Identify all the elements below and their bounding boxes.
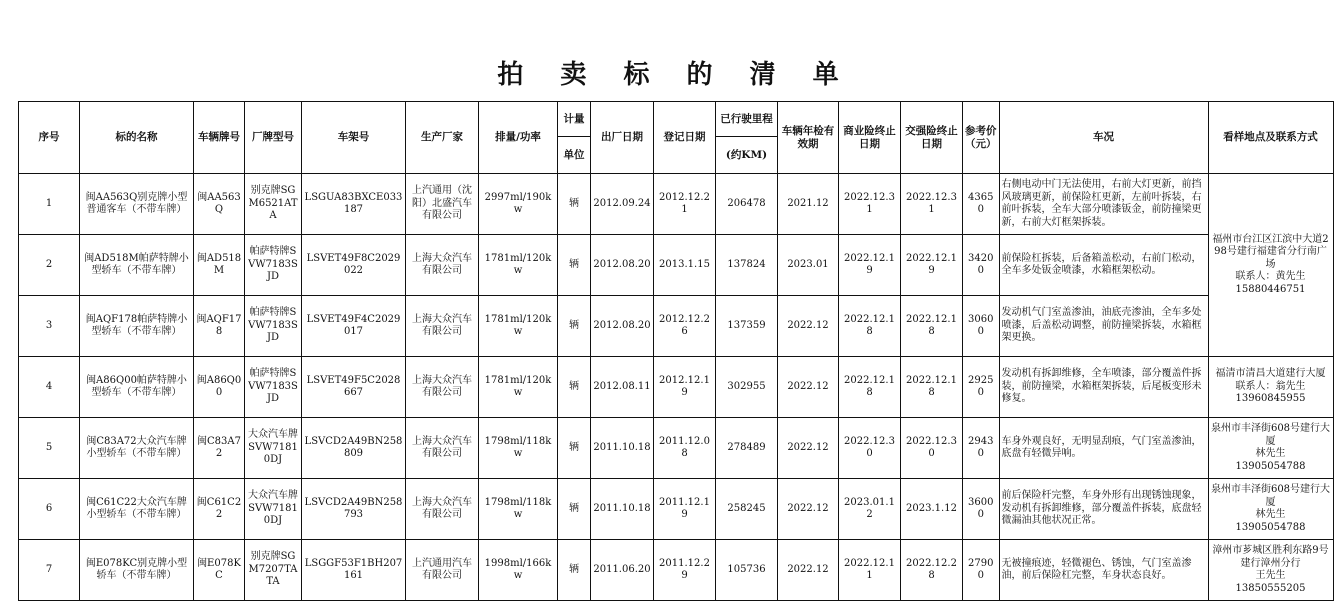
model-cell: 帕萨特牌SVW7183SJD xyxy=(245,235,302,296)
contact-person: 王先生 xyxy=(1255,570,1286,581)
maker-cell: 上汽通用（沈阳）北盛汽车有限公司 xyxy=(406,174,479,235)
factory-date-cell: 2011.10.18 xyxy=(591,418,654,479)
vin-cell: LSVCD2A49BN258793 xyxy=(302,479,406,540)
condition-cell: 前保险杠拆装，后备箱盖松动，右前门松动，全车多处钣金喷漆，水箱框架松动。 xyxy=(999,235,1208,296)
maker-cell: 上海大众汽车有限公司 xyxy=(406,357,479,418)
inspection-cell: 2022.12 xyxy=(778,296,839,357)
compulsory-ins-cell: 2023.1.12 xyxy=(901,479,963,540)
mileage-cell: 137359 xyxy=(716,296,778,357)
seq-cell: 4 xyxy=(19,357,80,418)
condition-cell: 发动机气门室盖渗油，油底壳渗油，全车多处喷漆，后盖松动调整，前防撞梁拆装，水箱框架更换。 xyxy=(999,296,1208,357)
auction-list-table xyxy=(18,101,1334,601)
header-name: 标的名称 xyxy=(80,102,194,174)
reg-date-cell: 2012.12.21 xyxy=(654,174,716,235)
plate-cell: 闽E078KC xyxy=(194,540,245,601)
mileage-cell: 258245 xyxy=(716,479,778,540)
contact-address: 福清市清昌大道建行大厦 xyxy=(1215,368,1326,380)
maker-cell: 上海大众汽车有限公司 xyxy=(406,479,479,540)
compulsory-ins-cell: 2022.12.18 xyxy=(901,357,963,418)
name-cell: 闽E078KC别克牌小型轿车（不带车牌） xyxy=(80,540,194,601)
name-cell: 闽C61C22大众汽车牌小型轿车（不带车牌） xyxy=(80,479,194,540)
contact-person: 联系人：黄先生 xyxy=(1235,271,1306,283)
contact-address: 福州市台江区江滨中大道298号建行福建省分行南广场 xyxy=(1212,233,1329,270)
model-cell: 帕萨特牌SVW7183SJD xyxy=(245,357,302,418)
ref-price-cell: 36000 xyxy=(963,479,1000,540)
inspection-cell: 2022.12 xyxy=(778,357,839,418)
commercial-ins-cell: 2022.12.11 xyxy=(839,540,901,601)
displacement-cell: 1998ml/166kw xyxy=(479,540,558,601)
header-plate: 车辆牌号 xyxy=(194,102,245,174)
model-cell: 别克牌SGM7207TATA xyxy=(245,540,302,601)
factory-date-cell: 2012.08.11 xyxy=(591,357,654,418)
header-reg-date: 登记日期 xyxy=(654,102,716,174)
inspection-cell: 2023.01 xyxy=(778,235,839,296)
maker-cell: 上海大众汽车有限公司 xyxy=(406,418,479,479)
commercial-ins-cell: 2022.12.31 xyxy=(839,174,901,235)
mileage-cell: 278489 xyxy=(716,418,778,479)
contact-phone: 13905054788 xyxy=(1235,460,1306,472)
unit-cell: 辆 xyxy=(558,479,591,540)
seq-cell: 5 xyxy=(19,418,80,479)
ref-price-cell: 43650 xyxy=(963,174,1000,235)
header-commercial-ins: 商业险终止日期 xyxy=(839,102,901,174)
table-header-row xyxy=(19,102,1334,137)
contact-phone: 15880446751 xyxy=(1235,283,1306,295)
ref-price-cell: 34200 xyxy=(963,235,1000,296)
header-ref-price: 参考价（元） xyxy=(963,102,1000,174)
contact-cell xyxy=(1208,540,1333,601)
contact-address: 泉州市丰泽街608号建行大厦 xyxy=(1210,423,1331,447)
contact-cell xyxy=(1208,418,1333,479)
reg-date-cell: 2012.12.19 xyxy=(654,357,716,418)
contact-address: 泉州市丰泽街608号建行大厦 xyxy=(1210,484,1331,508)
name-cell: 闽C83A72大众汽车牌小型轿车（不带车牌） xyxy=(80,418,194,479)
header-unit-top: 计量 xyxy=(558,102,591,137)
header-contact: 看样地点及联系方式 xyxy=(1208,102,1333,174)
seq-cell: 6 xyxy=(19,479,80,540)
condition-cell: 前后保险杆完整，车身外形有出现锈蚀现象，发动机有拆卸维修，部分覆盖件拆装，底盘轻微漏油其他状况正常。 xyxy=(999,479,1208,540)
model-cell: 大众汽车牌SVW71810DJ xyxy=(245,418,302,479)
displacement-cell: 1781ml/120kw xyxy=(479,235,558,296)
contact-cell xyxy=(1208,357,1333,418)
reg-date-cell: 2011.12.08 xyxy=(654,418,716,479)
reg-date-cell: 2011.12.29 xyxy=(654,540,716,601)
header-mileage-bottom: (约KM) xyxy=(716,137,778,174)
ref-price-cell: 29430 xyxy=(963,418,1000,479)
page-title: 拍 卖 标 的 清 单 xyxy=(497,60,853,90)
header-compulsory-ins: 交强险终止日期 xyxy=(901,102,963,174)
header-model: 厂牌型号 xyxy=(245,102,302,174)
commercial-ins-cell: 2023.01.12 xyxy=(839,479,901,540)
plate-cell: 闽AD518M xyxy=(194,235,245,296)
unit-cell: 辆 xyxy=(558,418,591,479)
condition-cell: 无被撞痕迹，轻微褪色、锈蚀，气门室盖渗油，前后保险杠完整，车身状态良好。 xyxy=(999,540,1208,601)
contact-person: 林先生 xyxy=(1255,448,1286,459)
mileage-cell: 206478 xyxy=(716,174,778,235)
model-cell: 帕萨特牌SVW7183SJD xyxy=(245,296,302,357)
header-vin: 车架号 xyxy=(302,102,406,174)
displacement-cell: 1781ml/120kw xyxy=(479,357,558,418)
contact-person: 联系人：翁先生 xyxy=(1235,380,1306,392)
factory-date-cell: 2012.08.20 xyxy=(591,296,654,357)
contact-person: 林先生 xyxy=(1255,509,1286,520)
displacement-cell: 1798ml/118kw xyxy=(479,479,558,540)
compulsory-ins-cell: 2022.12.18 xyxy=(901,296,963,357)
contact-phone: 13905054788 xyxy=(1235,521,1306,533)
compulsory-ins-cell: 2022.12.19 xyxy=(901,235,963,296)
table-row xyxy=(19,540,1334,601)
name-cell: 闽AD518M帕萨特牌小型轿车（不带车牌） xyxy=(80,235,194,296)
commercial-ins-cell: 2022.12.18 xyxy=(839,296,901,357)
mileage-cell: 137824 xyxy=(716,235,778,296)
vin-cell: LSVET49F8C2029022 xyxy=(302,235,406,296)
maker-cell: 上海大众汽车有限公司 xyxy=(406,235,479,296)
compulsory-ins-cell: 2022.12.28 xyxy=(901,540,963,601)
header-seq: 序号 xyxy=(19,102,80,174)
model-cell: 别克牌SGM6521ATA xyxy=(245,174,302,235)
name-cell: 闽AQF178帕萨特牌小型轿车（不带车牌） xyxy=(80,296,194,357)
plate-cell: 闽A86Q00 xyxy=(194,357,245,418)
header-maker: 生产厂家 xyxy=(406,102,479,174)
table-row xyxy=(19,479,1334,540)
seq-cell: 7 xyxy=(19,540,80,601)
compulsory-ins-cell: 2022.12.30 xyxy=(901,418,963,479)
name-cell: 闽AA563Q别克牌小型普通客车（不带车牌） xyxy=(80,174,194,235)
commercial-ins-cell: 2022.12.18 xyxy=(839,357,901,418)
reg-date-cell: 2013.1.15 xyxy=(654,235,716,296)
maker-cell: 上汽通用汽车有限公司 xyxy=(406,540,479,601)
factory-date-cell: 2011.06.20 xyxy=(591,540,654,601)
vin-cell: LSVET49F4C2029017 xyxy=(302,296,406,357)
inspection-cell: 2022.12 xyxy=(778,418,839,479)
factory-date-cell: 2012.09.24 xyxy=(591,174,654,235)
reg-date-cell: 2012.12.26 xyxy=(654,296,716,357)
plate-cell: 闽AQF178 xyxy=(194,296,245,357)
contact-cell xyxy=(1208,479,1333,540)
unit-cell: 辆 xyxy=(558,174,591,235)
vin-cell: LSGGF53F1BH207161 xyxy=(302,540,406,601)
condition-cell: 右侧电动中门无法使用，右前大灯更新，前挡风玻璃更新，前保险杠更新，左前叶拆装，右前叶拆装，全车大部分喷漆钣金，前防撞梁更新，右前大灯框架拆装。 xyxy=(999,174,1208,235)
vin-cell: LSGUA83BXCE033187 xyxy=(302,174,406,235)
unit-cell: 辆 xyxy=(558,296,591,357)
ref-price-cell: 27900 xyxy=(963,540,1000,601)
factory-date-cell: 2011.10.18 xyxy=(591,479,654,540)
name-cell: 闽A86Q00帕萨特牌小型轿车（不带车牌） xyxy=(80,357,194,418)
ref-price-cell: 30600 xyxy=(963,296,1000,357)
unit-cell: 辆 xyxy=(558,357,591,418)
seq-cell: 2 xyxy=(19,235,80,296)
mileage-cell: 105736 xyxy=(716,540,778,601)
header-mileage-top: 已行驶里程 xyxy=(716,102,778,137)
displacement-cell: 1798ml/118kw xyxy=(479,418,558,479)
table-row xyxy=(19,418,1334,479)
commercial-ins-cell: 2022.12.30 xyxy=(839,418,901,479)
inspection-cell: 2022.12 xyxy=(778,479,839,540)
header-factory-date: 出厂日期 xyxy=(591,102,654,174)
displacement-cell: 2997ml/190kw xyxy=(479,174,558,235)
commercial-ins-cell: 2022.12.19 xyxy=(839,235,901,296)
contact-phone: 13960845955 xyxy=(1235,393,1306,405)
inspection-cell: 2022.12 xyxy=(778,540,839,601)
maker-cell: 上海大众汽车有限公司 xyxy=(406,296,479,357)
header-condition: 车况 xyxy=(999,102,1208,174)
compulsory-ins-cell: 2022.12.31 xyxy=(901,174,963,235)
unit-cell: 辆 xyxy=(558,235,591,296)
plate-cell: 闽C83A72 xyxy=(194,418,245,479)
seq-cell: 3 xyxy=(19,296,80,357)
header-unit-bottom: 单位 xyxy=(558,137,591,174)
plate-cell: 闽C61C22 xyxy=(194,479,245,540)
header-inspection: 车辆年检有效期 xyxy=(778,102,839,174)
condition-cell: 车身外观良好，无明显刮痕，气门室盖渗油，底盘有轻微异响。 xyxy=(999,418,1208,479)
header-displacement: 排量/功率 xyxy=(479,102,558,174)
condition-cell: 发动机有拆卸维修，全车喷漆，部分覆盖件拆装，前防撞梁，水箱框架拆装，后尾板变形未修复。 xyxy=(999,357,1208,418)
reg-date-cell: 2011.12.19 xyxy=(654,479,716,540)
displacement-cell: 1781ml/120kw xyxy=(479,296,558,357)
vin-cell: LSVCD2A49BN258809 xyxy=(302,418,406,479)
table-row xyxy=(19,235,1334,296)
contact-phone: 13850555205 xyxy=(1235,582,1306,594)
inspection-cell: 2021.12 xyxy=(778,174,839,235)
contact-address: 漳州市芗城区胜利东路9号建行漳州分行 xyxy=(1212,545,1329,569)
model-cell: 大众汽车牌SVW71810DJ xyxy=(245,479,302,540)
seq-cell: 1 xyxy=(19,174,80,235)
mileage-cell: 302955 xyxy=(716,357,778,418)
plate-cell: 闽AA563Q xyxy=(194,174,245,235)
ref-price-cell: 29250 xyxy=(963,357,1000,418)
vin-cell: LSVET49F5C2028667 xyxy=(302,357,406,418)
table-row xyxy=(19,296,1334,357)
unit-cell: 辆 xyxy=(558,540,591,601)
table-row xyxy=(19,357,1334,418)
contact-cell xyxy=(1208,174,1333,357)
factory-date-cell: 2012.08.20 xyxy=(591,235,654,296)
table-row xyxy=(19,174,1334,235)
